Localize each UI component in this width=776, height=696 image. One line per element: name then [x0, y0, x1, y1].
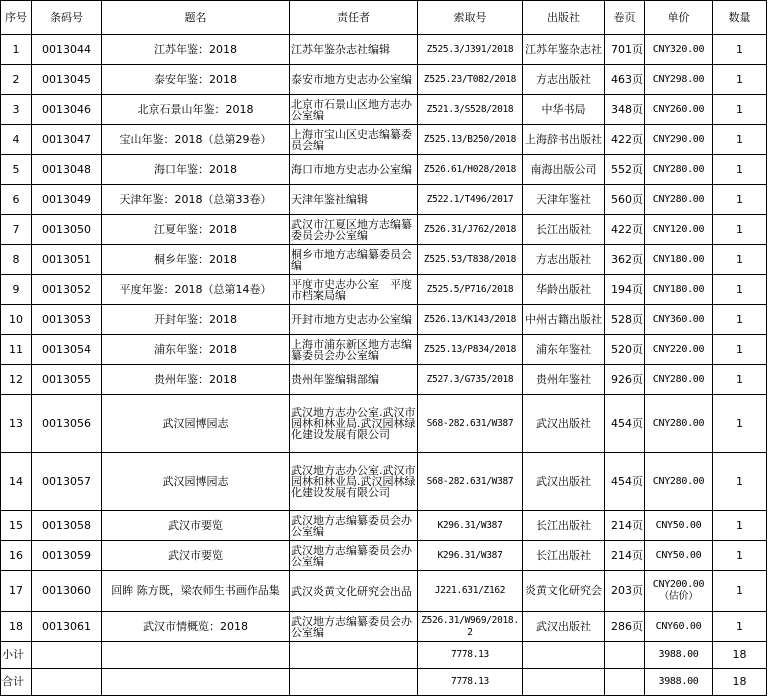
- row-responsibility: 上海市浦东新区地方志编纂委员会办公室编: [290, 335, 418, 365]
- row-price: CNY220.00: [645, 335, 713, 365]
- row-quantity: 1: [713, 365, 767, 395]
- row-call-number: Z525.13/P834/2018: [418, 335, 523, 365]
- row-call-number: Z526.61/H028/2018: [418, 155, 523, 185]
- row-title: 回眸 陈方既，梁农师生书画作品集: [102, 571, 290, 612]
- row-call-number: Z525.23/T082/2018: [418, 65, 523, 95]
- row-price: CNY120.00: [645, 215, 713, 245]
- row-responsibility: 武汉市江夏区地方志编纂委员会办公室编: [290, 215, 418, 245]
- row-call-number: Z525.13/B250/2018: [418, 125, 523, 155]
- row-seq: 10: [1, 305, 32, 335]
- row-publisher: 长江出版社: [523, 215, 605, 245]
- row-call-number: Z526.31/J762/2018: [418, 215, 523, 245]
- total-label: 合计: [1, 669, 32, 696]
- row-quantity: 1: [713, 453, 767, 511]
- subtotal-label: 小计: [1, 642, 32, 669]
- empty-cell: [605, 669, 645, 696]
- row-publisher: 长江出版社: [523, 511, 605, 541]
- row-publisher: 江苏年鉴杂志社: [523, 35, 605, 65]
- row-title: 江夏年鉴：2018: [102, 215, 290, 245]
- row-price: CNY200.00（估价）: [645, 571, 713, 612]
- row-call-number: S68-282.631/W387: [418, 453, 523, 511]
- header-call-number: 索取号: [418, 1, 523, 35]
- row-barcode: 0013052: [32, 275, 102, 305]
- row-barcode: 0013055: [32, 365, 102, 395]
- row-barcode: 0013056: [32, 395, 102, 453]
- row-barcode: 0013059: [32, 541, 102, 571]
- row-seq: 6: [1, 185, 32, 215]
- subtotal-call-sum: 7778.13: [418, 642, 523, 669]
- row-seq: 9: [1, 275, 32, 305]
- row-call-number: Z525.53/T838/2018: [418, 245, 523, 275]
- row-seq: 14: [1, 453, 32, 511]
- row-price: CNY180.00: [645, 245, 713, 275]
- empty-cell: [290, 669, 418, 696]
- row-publisher: 南海出版公司: [523, 155, 605, 185]
- table-row: [1, 95, 767, 125]
- row-responsibility: 贵州年鉴编辑部编: [290, 365, 418, 395]
- table-row: [1, 65, 767, 95]
- row-quantity: 1: [713, 65, 767, 95]
- row-title: 武汉园博园志: [102, 453, 290, 511]
- row-title: 桐乡年鉴：2018: [102, 245, 290, 275]
- row-seq: 15: [1, 511, 32, 541]
- subtotal-row: [1, 642, 767, 669]
- row-responsibility: 武汉地方志编纂委员会办公室编: [290, 511, 418, 541]
- row-title: 武汉市要览: [102, 541, 290, 571]
- header-barcode: 条码号: [32, 1, 102, 35]
- row-pages: 926页: [605, 365, 645, 395]
- table-row: [1, 245, 767, 275]
- empty-cell: [32, 642, 102, 669]
- row-quantity: 1: [713, 541, 767, 571]
- row-quantity: 1: [713, 215, 767, 245]
- header-row: [1, 1, 767, 35]
- row-publisher: 武汉出版社: [523, 612, 605, 642]
- row-quantity: 1: [713, 35, 767, 65]
- table-row: [1, 612, 767, 642]
- total-call-sum: 7778.13: [418, 669, 523, 696]
- row-responsibility: 江苏年鉴杂志社编辑: [290, 35, 418, 65]
- row-quantity: 1: [713, 185, 767, 215]
- row-pages: 520页: [605, 335, 645, 365]
- row-title: 浦东年鉴：2018: [102, 335, 290, 365]
- row-seq: 17: [1, 571, 32, 612]
- header-publisher: 出版社: [523, 1, 605, 35]
- row-responsibility: 武汉地方志办公室.武汉市园林和林业局.武汉园林绿化建设发展有限公司: [290, 453, 418, 511]
- row-responsibility: 上海市宝山区史志编纂委员会编: [290, 125, 418, 155]
- row-barcode: 0013044: [32, 35, 102, 65]
- row-pages: 214页: [605, 511, 645, 541]
- row-quantity: 1: [713, 395, 767, 453]
- row-pages: 422页: [605, 125, 645, 155]
- row-barcode: 0013051: [32, 245, 102, 275]
- row-publisher: 天津年鉴社: [523, 185, 605, 215]
- table-row: [1, 365, 767, 395]
- row-price: CNY280.00: [645, 365, 713, 395]
- table-row: [1, 335, 767, 365]
- row-seq: 8: [1, 245, 32, 275]
- row-call-number: Z526.31/W969/2018.2: [418, 612, 523, 642]
- row-quantity: 1: [713, 155, 767, 185]
- row-responsibility: 泰安市地方史志办公室编: [290, 65, 418, 95]
- row-seq: 1: [1, 35, 32, 65]
- row-call-number: Z525.3/J391/2018: [418, 35, 523, 65]
- row-publisher: 中华书局: [523, 95, 605, 125]
- row-call-number: Z522.1/T496/2017: [418, 185, 523, 215]
- row-quantity: 1: [713, 335, 767, 365]
- row-responsibility: 桐乡市地方志编纂委员会编: [290, 245, 418, 275]
- header-seq: 序号: [1, 1, 32, 35]
- row-publisher: 武汉出版社: [523, 453, 605, 511]
- row-quantity: 1: [713, 245, 767, 275]
- row-quantity: 1: [713, 511, 767, 541]
- row-quantity: 1: [713, 125, 767, 155]
- total-row: [1, 669, 767, 696]
- table-row: [1, 395, 767, 453]
- row-publisher: 贵州年鉴社: [523, 365, 605, 395]
- row-price: CNY60.00: [645, 612, 713, 642]
- table-row: [1, 275, 767, 305]
- header-title: 题名: [102, 1, 290, 35]
- row-publisher: 中州古籍出版社: [523, 305, 605, 335]
- row-pages: 214页: [605, 541, 645, 571]
- row-title: 武汉市情概览：2018: [102, 612, 290, 642]
- row-publisher: 炎黄文化研究会: [523, 571, 605, 612]
- table-row: [1, 155, 767, 185]
- header-quantity: 数量: [713, 1, 767, 35]
- row-title: 平度年鉴：2018（总第14卷）: [102, 275, 290, 305]
- row-pages: 560页: [605, 185, 645, 215]
- row-pages: 701页: [605, 35, 645, 65]
- subtotal-price: 3988.00: [645, 642, 713, 669]
- row-publisher: 浦东年鉴社: [523, 335, 605, 365]
- row-pages: 422页: [605, 215, 645, 245]
- row-call-number: S68-282.631/W387: [418, 395, 523, 453]
- total-price: 3988.00: [645, 669, 713, 696]
- row-pages: 454页: [605, 395, 645, 453]
- row-title: 贵州年鉴：2018: [102, 365, 290, 395]
- row-barcode: 0013046: [32, 95, 102, 125]
- table-row: [1, 125, 767, 155]
- row-price: CNY320.00: [645, 35, 713, 65]
- row-seq: 2: [1, 65, 32, 95]
- row-price: CNY280.00: [645, 155, 713, 185]
- row-title: 武汉市要览: [102, 511, 290, 541]
- header-responsibility: 责任者: [290, 1, 418, 35]
- empty-cell: [102, 642, 290, 669]
- row-seq: 5: [1, 155, 32, 185]
- row-barcode: 0013050: [32, 215, 102, 245]
- row-responsibility: 武汉地方志编纂委员会办公室编: [290, 612, 418, 642]
- row-barcode: 0013048: [32, 155, 102, 185]
- table-row: [1, 453, 767, 511]
- row-barcode: 0013060: [32, 571, 102, 612]
- total-quantity: 18: [713, 669, 767, 696]
- row-pages: 528页: [605, 305, 645, 335]
- row-publisher: 长江出版社: [523, 541, 605, 571]
- row-price: CNY298.00: [645, 65, 713, 95]
- row-barcode: 0013047: [32, 125, 102, 155]
- table-row: [1, 541, 767, 571]
- row-pages: 203页: [605, 571, 645, 612]
- row-publisher: 方志出版社: [523, 65, 605, 95]
- table-row: [1, 571, 767, 612]
- row-seq: 12: [1, 365, 32, 395]
- row-quantity: 1: [713, 95, 767, 125]
- row-responsibility: 海口市地方史志办公室编: [290, 155, 418, 185]
- row-call-number: Z525.5/P716/2018: [418, 275, 523, 305]
- row-price: CNY280.00: [645, 185, 713, 215]
- table-row: [1, 35, 767, 65]
- table-row: [1, 305, 767, 335]
- row-seq: 3: [1, 95, 32, 125]
- row-publisher: 武汉出版社: [523, 395, 605, 453]
- row-price: CNY360.00: [645, 305, 713, 335]
- empty-cell: [102, 669, 290, 696]
- row-quantity: 1: [713, 612, 767, 642]
- row-price: CNY50.00: [645, 511, 713, 541]
- row-pages: 463页: [605, 65, 645, 95]
- row-price: CNY280.00: [645, 453, 713, 511]
- row-title: 天津年鉴：2018（总第33卷）: [102, 185, 290, 215]
- row-publisher: 华龄出版社: [523, 275, 605, 305]
- table-row: [1, 215, 767, 245]
- row-title: 宝山年鉴：2018（总第29卷）: [102, 125, 290, 155]
- row-responsibility: 武汉地方志办公室.武汉市园林和林业局.武汉园林绿化建设发展有限公司: [290, 395, 418, 453]
- row-quantity: 1: [713, 571, 767, 612]
- subtotal-quantity: 18: [713, 642, 767, 669]
- row-call-number: K296.31/W387: [418, 541, 523, 571]
- row-pages: 454页: [605, 453, 645, 511]
- row-responsibility: 武汉地方志编纂委员会办公室编: [290, 541, 418, 571]
- row-barcode: 0013054: [32, 335, 102, 365]
- row-price: CNY290.00: [645, 125, 713, 155]
- empty-cell: [605, 642, 645, 669]
- row-price: CNY180.00: [645, 275, 713, 305]
- row-responsibility: 武汉炎黄文化研究会出品: [290, 571, 418, 612]
- row-call-number: Z527.3/G735/2018: [418, 365, 523, 395]
- row-title: 海口年鉴：2018: [102, 155, 290, 185]
- empty-cell: [32, 669, 102, 696]
- row-publisher: 上海辞书出版社: [523, 125, 605, 155]
- row-barcode: 0013053: [32, 305, 102, 335]
- row-seq: 7: [1, 215, 32, 245]
- empty-cell: [290, 642, 418, 669]
- row-seq: 11: [1, 335, 32, 365]
- row-price: CNY280.00: [645, 395, 713, 453]
- row-responsibility: 北京市石景山区地方志办公室编: [290, 95, 418, 125]
- row-responsibility: 天津年鉴社编辑: [290, 185, 418, 215]
- empty-cell: [523, 642, 605, 669]
- row-barcode: 0013057: [32, 453, 102, 511]
- row-call-number: Z521.3/S528/2018: [418, 95, 523, 125]
- row-quantity: 1: [713, 275, 767, 305]
- row-responsibility: 开封市地方史志办公室编: [290, 305, 418, 335]
- row-call-number: K296.31/W387: [418, 511, 523, 541]
- row-call-number: J221.631/Z162: [418, 571, 523, 612]
- table-row: [1, 185, 767, 215]
- row-title: 泰安年鉴：2018: [102, 65, 290, 95]
- row-publisher: 方志出版社: [523, 245, 605, 275]
- row-responsibility: 平度市史志办公室 平度市档案局编: [290, 275, 418, 305]
- row-barcode: 0013045: [32, 65, 102, 95]
- table-row: [1, 511, 767, 541]
- row-pages: 552页: [605, 155, 645, 185]
- row-pages: 348页: [605, 95, 645, 125]
- row-title: 武汉园博园志: [102, 395, 290, 453]
- row-price: CNY260.00: [645, 95, 713, 125]
- row-quantity: 1: [713, 305, 767, 335]
- row-barcode: 0013049: [32, 185, 102, 215]
- header-price: 单价: [645, 1, 713, 35]
- row-seq: 18: [1, 612, 32, 642]
- row-title: 北京石景山年鉴：2018: [102, 95, 290, 125]
- row-price: CNY50.00: [645, 541, 713, 571]
- row-call-number: Z526.13/K143/2018: [418, 305, 523, 335]
- header-pages: 卷页: [605, 1, 645, 35]
- row-barcode: 0013058: [32, 511, 102, 541]
- row-seq: 4: [1, 125, 32, 155]
- row-seq: 13: [1, 395, 32, 453]
- empty-cell: [523, 669, 605, 696]
- row-pages: 286页: [605, 612, 645, 642]
- row-seq: 16: [1, 541, 32, 571]
- row-title: 江苏年鉴：2018: [102, 35, 290, 65]
- row-title: 开封年鉴：2018: [102, 305, 290, 335]
- row-pages: 362页: [605, 245, 645, 275]
- row-barcode: 0013061: [32, 612, 102, 642]
- row-pages: 194页: [605, 275, 645, 305]
